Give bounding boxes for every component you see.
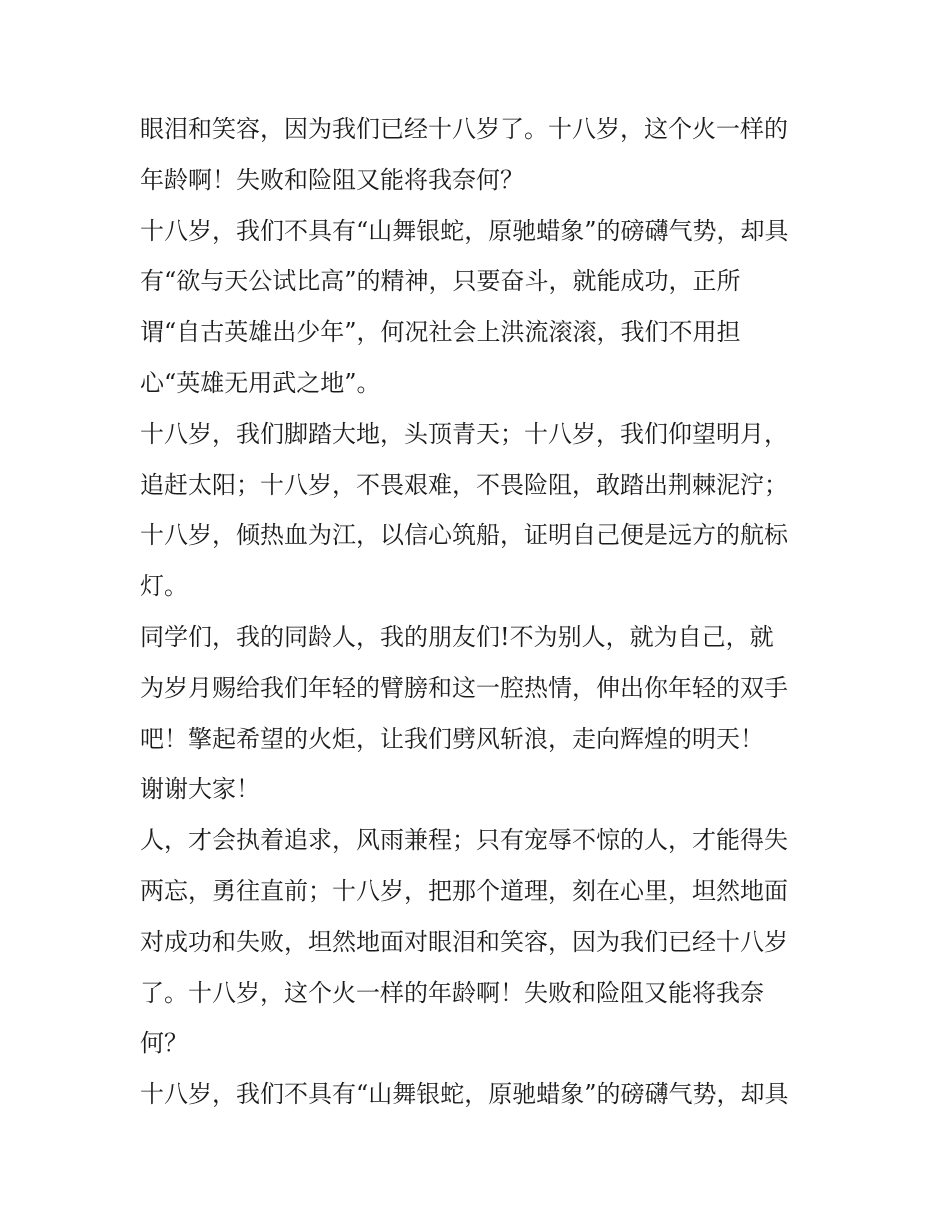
text-line: 眼泪和笑容，因为我们已经十八岁了。十八岁，这个火一样的 — [140, 115, 788, 143]
text-line: 何？ — [140, 1029, 188, 1058]
text-line: 谓“自古英雄出少年”，何况社会上洪流滚滚，我们不用担 — [140, 318, 741, 347]
text-line: 为岁月赐给我们年轻的臂膀和这一腔热情，伸出你年轻的双手 — [140, 673, 788, 702]
text-line: 有“欲与天公试比高”的精神，只要奋斗，就能成功，正所 — [140, 267, 741, 296]
text-line: 谢谢大家！ — [140, 775, 260, 804]
text-line: 追赶太阳；十八岁，不畏艰难，不畏险阻，敢踏出荆棘泥泞； — [140, 470, 788, 499]
text-line: 两忘，勇往直前；十八岁，把那个道理，刻在心里，坦然地面 — [140, 876, 788, 905]
text-line: 对成功和失败，坦然地面对眼泪和笑容，因为我们已经十八岁 — [140, 927, 788, 956]
text-line: 灯。 — [140, 572, 188, 601]
text-line: 十八岁，倾热血为江，以信心筑船，证明自己便是远方的航标 — [140, 521, 788, 550]
text-line: 十八岁，我们不具有“山舞银蛇，原驰蜡象”的磅礴气势，却具 — [140, 216, 789, 245]
text-line: 人，才会执着追求，风雨兼程；只有宠辱不惊的人，才能得失 — [140, 826, 788, 855]
text-line: 十八岁，我们脚踏大地，头顶青天；十八岁，我们仰望明月， — [140, 419, 788, 448]
text-line: 吧！擎起希望的火炬，让我们劈风斩浪，走向辉煌的明天！ — [140, 724, 764, 753]
text-line: 同学们，我的同龄人，我的朋友们!不为别人，就为自己，就 — [140, 622, 774, 651]
document-body — [140, 104, 820, 1120]
text-line: 了。十八岁，这个火一样的年龄啊！失败和险阻又能将我奈 — [140, 978, 764, 1007]
text-line: 十八岁，我们不具有“山舞银蛇，原驰蜡象”的磅礴气势，却具 — [140, 1080, 789, 1109]
text-line: 心“英雄无用武之地”。 — [140, 368, 381, 397]
text-line: 年龄啊！失败和险阻又能将我奈何？ — [140, 165, 524, 194]
